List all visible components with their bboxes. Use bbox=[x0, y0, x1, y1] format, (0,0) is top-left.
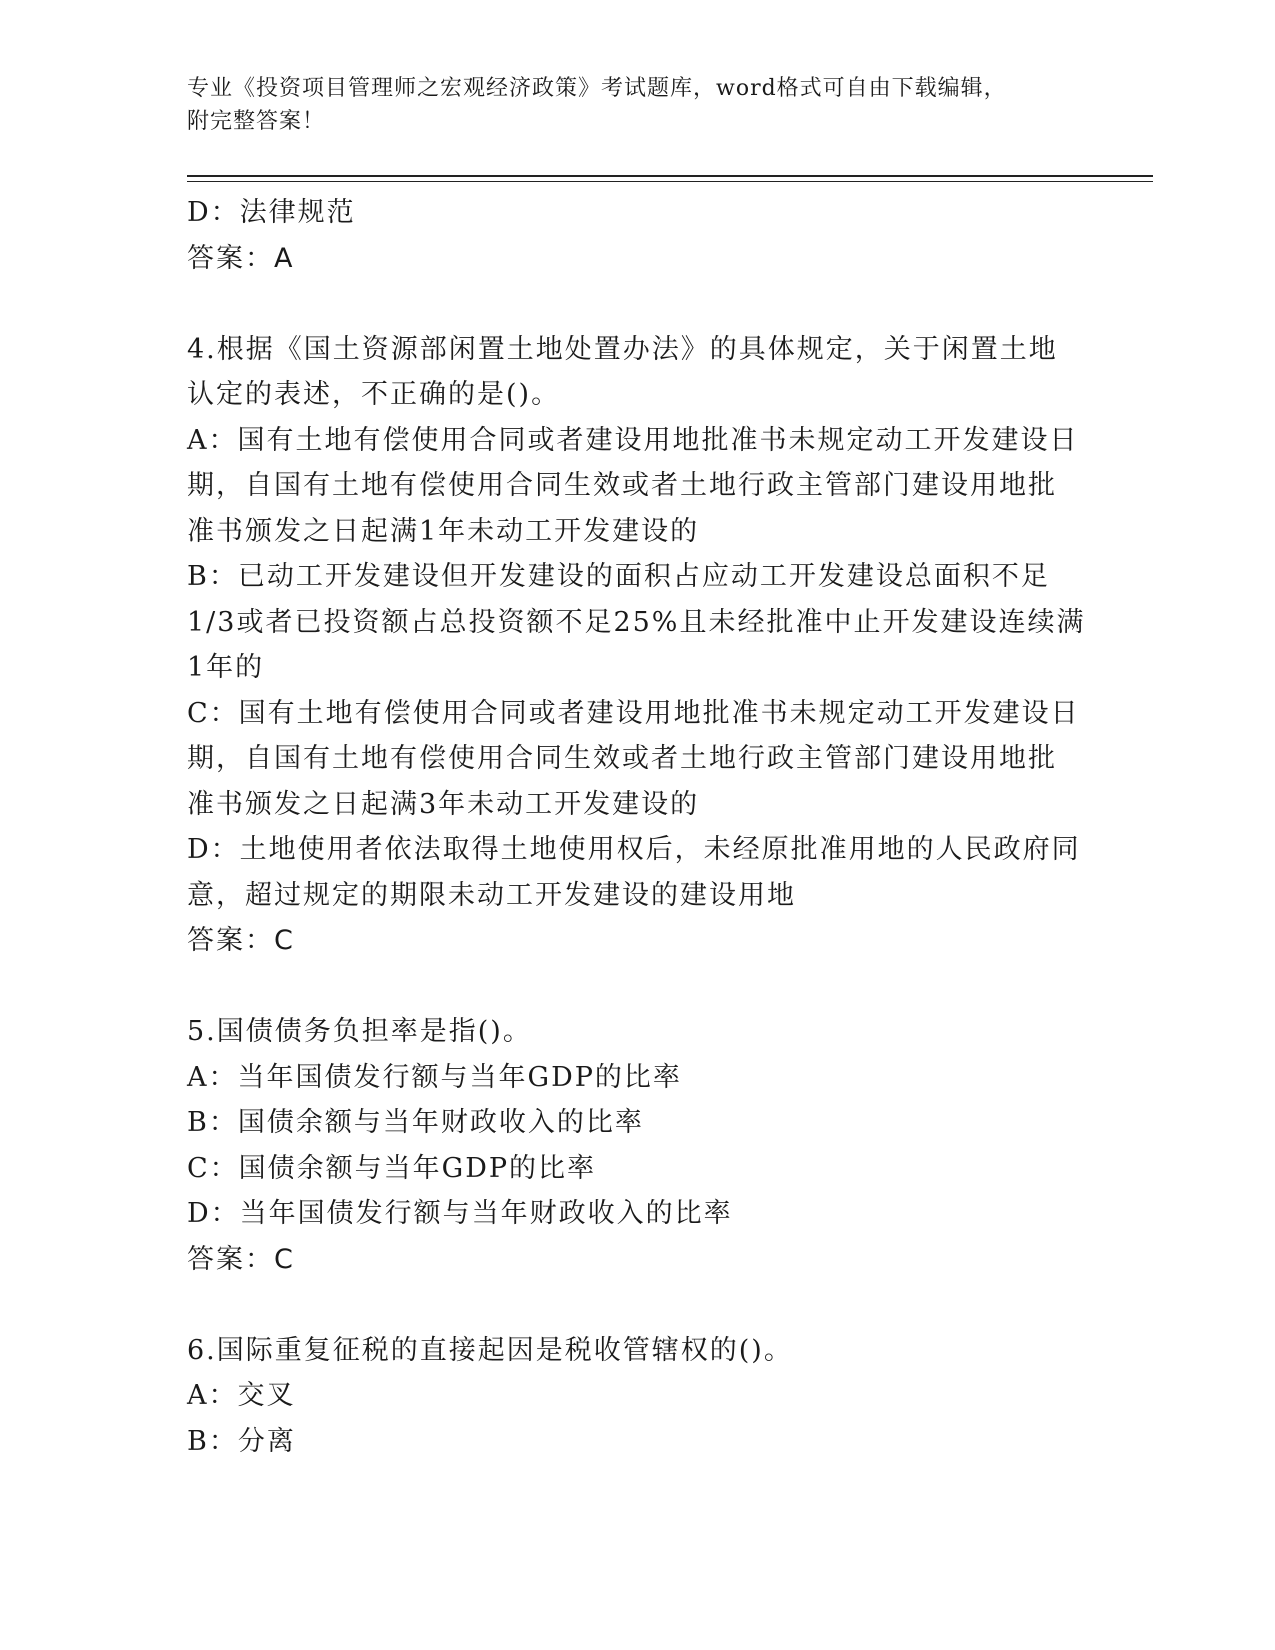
answer: 答案：C bbox=[187, 1243, 295, 1275]
question-stem: 5.国债债务负担率是指()。 bbox=[187, 1016, 532, 1047]
header-rule-thick bbox=[187, 175, 1153, 177]
question-content bbox=[187, 190, 1087, 1464]
question-stem: 4.根据《国土资源部闲置土地处置办法》的具体规定，关于闲置土地 bbox=[187, 333, 1058, 365]
question-stem: 认定的表述，不正确的是()。 bbox=[187, 379, 561, 410]
question-6 bbox=[187, 1328, 1087, 1465]
answer: 答案：C bbox=[187, 925, 295, 956]
option-d: D：当年国债发行额与当年财政收入的比率 bbox=[187, 1198, 733, 1229]
option-b: B：分离 bbox=[187, 1425, 296, 1457]
option-b: B：已动工开发建设但开发建设的面积占应动工开发建设总面积不足 bbox=[187, 561, 1050, 592]
question-stem: 6.国际重复征税的直接起因是税收管辖权的()。 bbox=[187, 1334, 793, 1366]
header-line-1: 专业《投资项目管理师之宏观经济政策》考试题库，word格式可自由下载编辑， bbox=[187, 76, 1007, 101]
option-a: A：交叉 bbox=[187, 1380, 296, 1411]
option-a: A：当年国债发行额与当年GDP的比率 bbox=[187, 1061, 682, 1093]
header-rule-thin bbox=[187, 181, 1153, 182]
question-4 bbox=[187, 327, 1087, 964]
option-a: 期，自国有土地有偿使用合同生效或者土地行政主管部门建设用地批 bbox=[187, 470, 1057, 501]
option-d: 意，超过规定的期限未动工开发建设的建设用地 bbox=[187, 879, 796, 911]
question-5 bbox=[187, 1009, 1087, 1282]
option-c: C：国有土地有偿使用合同或者建设用地批准书未规定动工开发建设日 bbox=[187, 697, 1080, 729]
previous-question-tail bbox=[187, 190, 1087, 281]
option-c: C：国债余额与当年GDP的比率 bbox=[187, 1152, 597, 1184]
option-a: A：国有土地有偿使用合同或者建设用地批准书未规定动工开发建设日 bbox=[187, 424, 1079, 456]
option-b: B：国债余额与当年财政收入的比率 bbox=[187, 1107, 644, 1138]
option-c: 准书颁发之日起满3年未动工开发建设的 bbox=[187, 788, 700, 820]
answer: 答案：A bbox=[187, 242, 295, 274]
option-b: 1年的 bbox=[187, 652, 265, 683]
option-c: 期，自国有土地有偿使用合同生效或者土地行政主管部门建设用地批 bbox=[187, 743, 1057, 774]
header-line-2: 附完整答案！ bbox=[187, 109, 326, 134]
option-d: D：土地使用者依法取得土地使用权后，未经原批准用地的人民政府同 bbox=[187, 834, 1081, 865]
option-d: D：法律规范 bbox=[187, 197, 356, 228]
option-a: 准书颁发之日起满1年未动工开发建设的 bbox=[187, 515, 700, 547]
option-b: 1/3或者已投资额占总投资额不足25%且未经批准中止开发建设连续满 bbox=[187, 606, 1086, 638]
document-header bbox=[187, 72, 1087, 138]
